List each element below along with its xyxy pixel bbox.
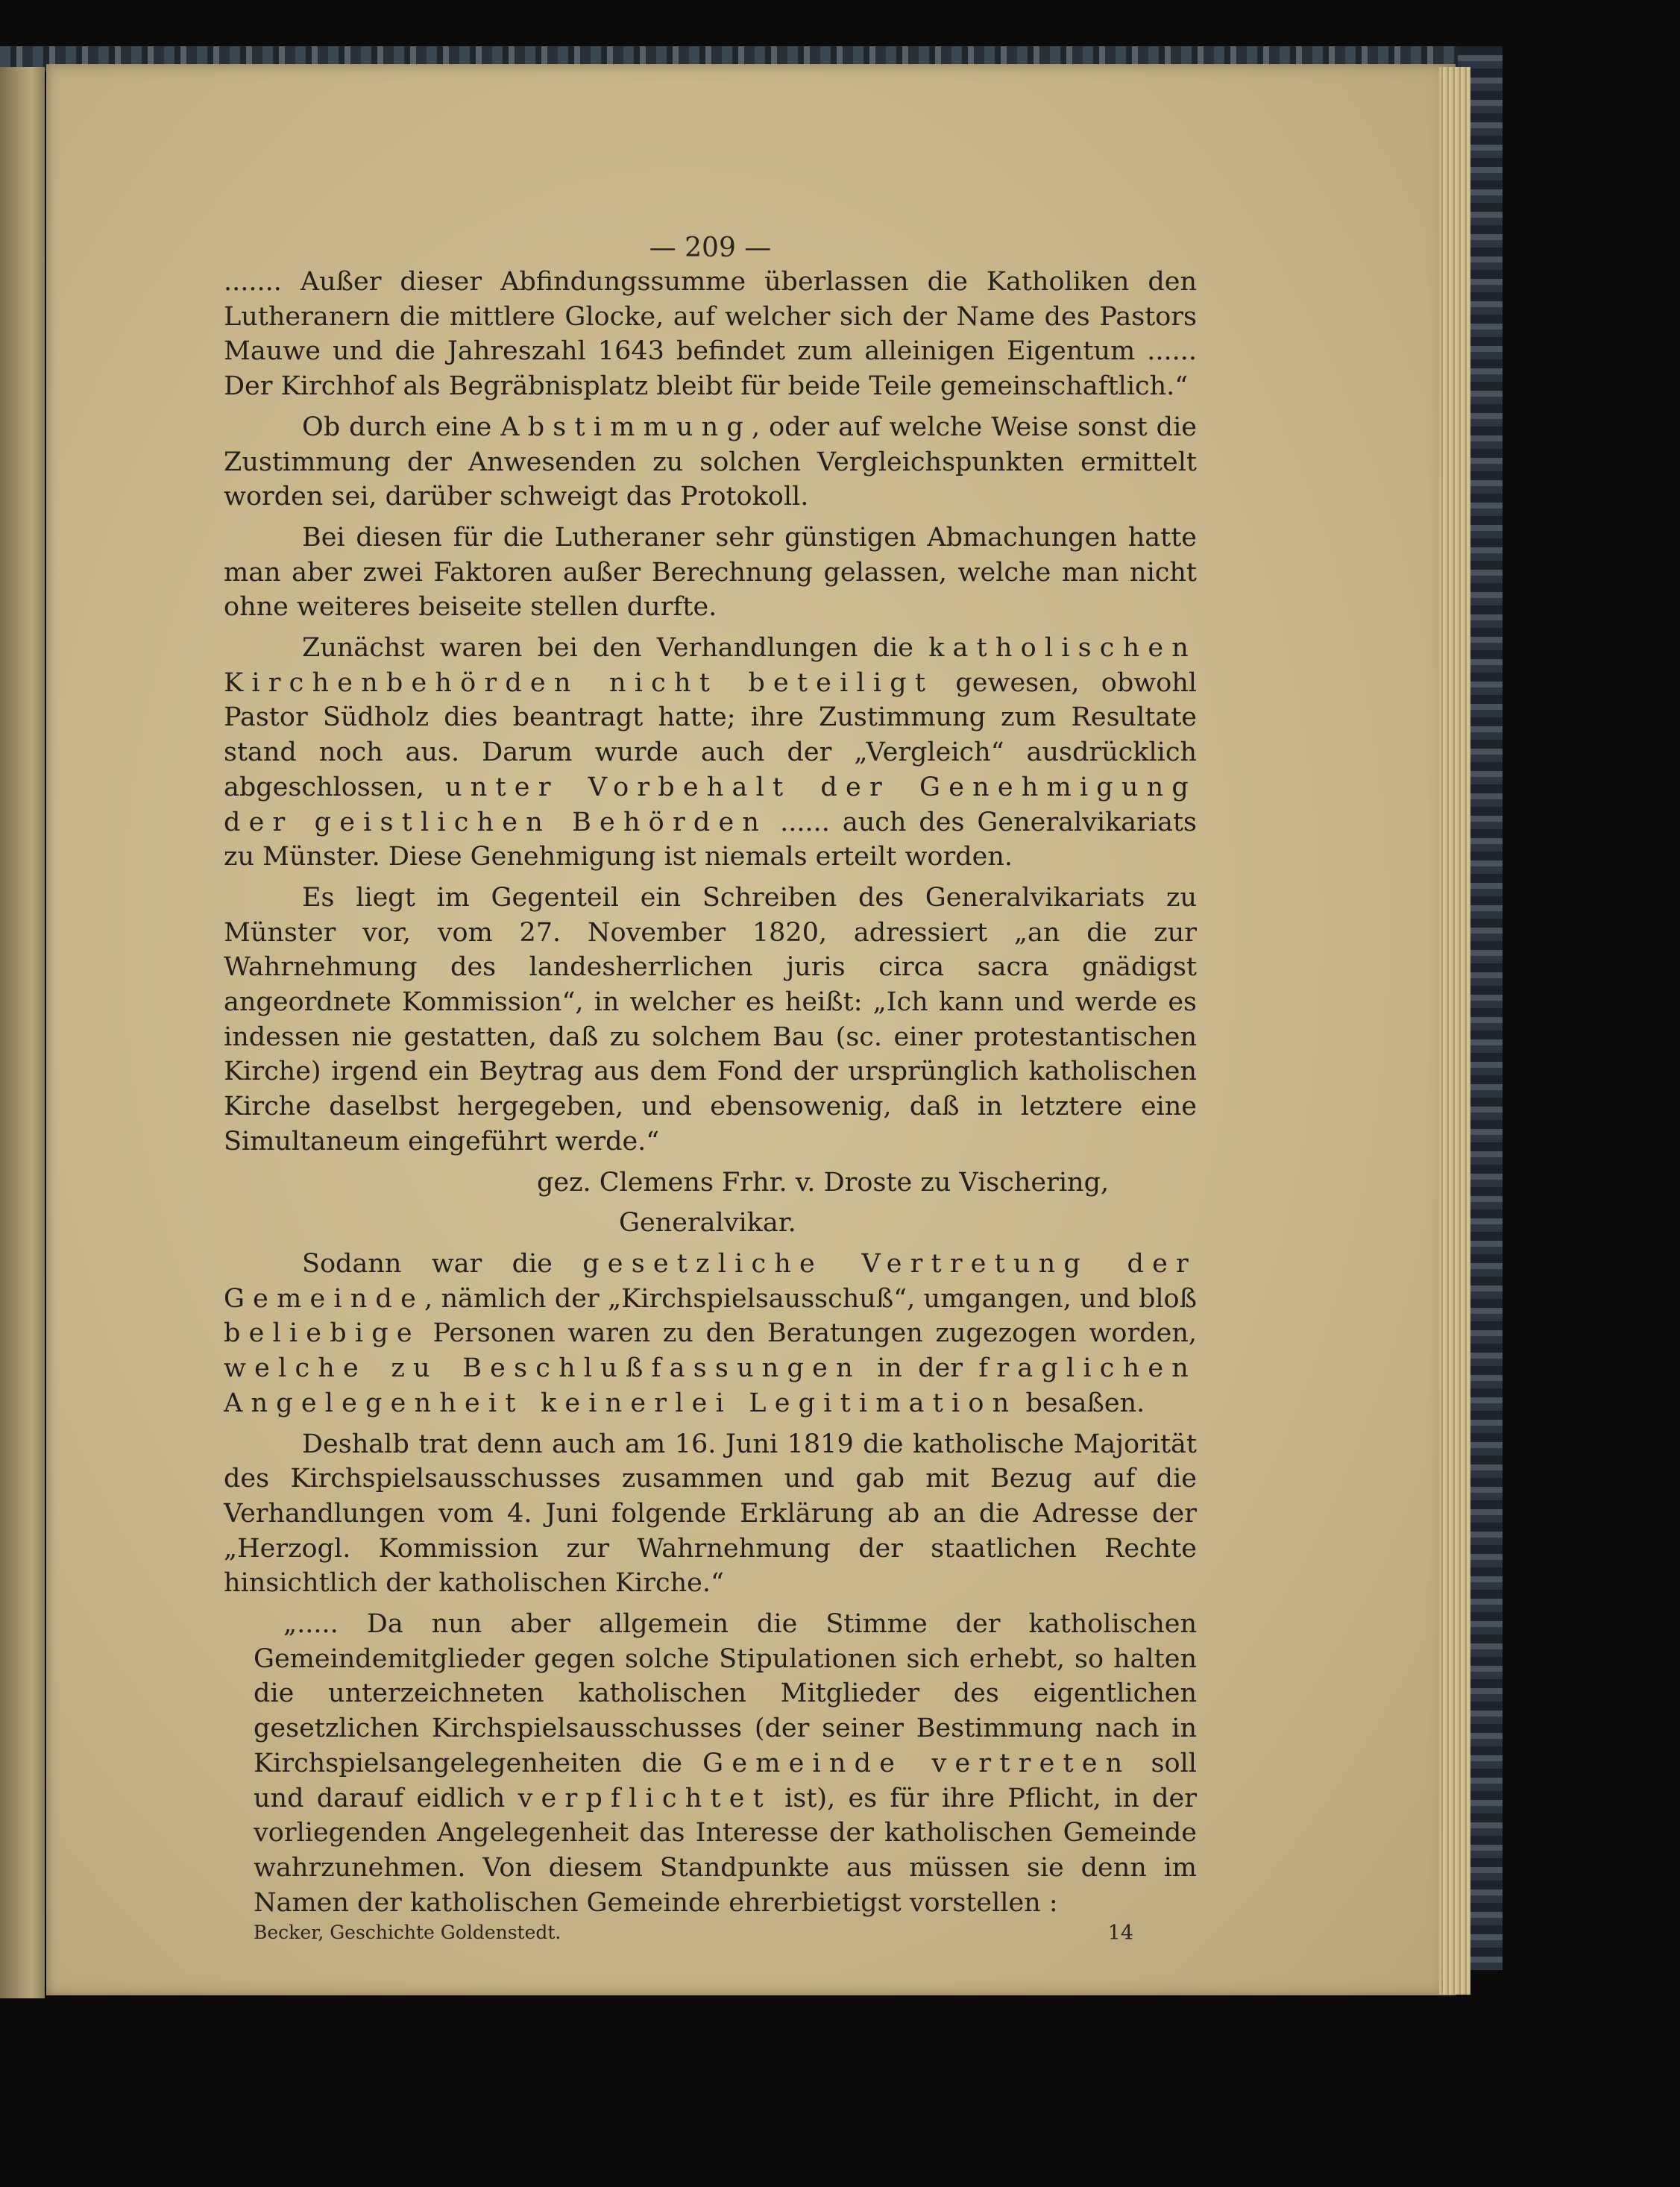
text-run: Es liegt im Gegenteil ein Schreiben des Generalvikariats zu Münster vor, vom 27. November 1820, adressiert „an die zur Wahrnehmung des landesherrlichen juris circa sacra gnädigst angeordnete Kommission“, in welcher es heißt: „Ich kann und werde es indessen nie gestatten, daß zu solchem Bau (sc. einer protestantischen Kirche) irgend ein Beytrag aus dem Fond der ursprünglich katholischen Kirche daselbst hergegeben, und ebensowenig, daß in letztere eine Simultaneum eingeführt werde.“ bbox=[224, 882, 1197, 1157]
text-run: gewesen, obwohl Pastor Südholz dies beantragt hatte; ihre Zustimmung zum Resultate stand noch aus. Darum wurde auch der „Vergleich“ ausdrücklich abgeschlossen, bbox=[224, 667, 1197, 802]
text-run: soll und darauf eidlich bbox=[254, 1748, 1197, 1813]
paragraph-p1 bbox=[224, 265, 1197, 404]
signature-line-1: gez. Clemens Frhr. v. Droste zu Vischering, bbox=[537, 1167, 1110, 1198]
paragraph-group-1 bbox=[224, 265, 1197, 1159]
paragraph-group-2 bbox=[224, 1247, 1197, 1601]
paragraph-p3 bbox=[224, 520, 1197, 625]
text-run: Personen waren zu den Beratungen zugezogen worden, bbox=[420, 1318, 1197, 1349]
paragraph-p2 bbox=[224, 410, 1197, 515]
signature-mark: 14 bbox=[1107, 1922, 1133, 1945]
text-run: Bei diesen für die Lutheraner sehr günstigen Abmachungen hatte man aber zwei Faktoren außer Berechnung gelassen, welche man nicht ohne weiteres beiseite stellen durfte. bbox=[224, 522, 1197, 623]
spaced-emphasis: Abstimmung bbox=[500, 412, 752, 442]
page-number: — 209 — bbox=[649, 233, 772, 263]
text-run: Sodann war die bbox=[302, 1248, 583, 1279]
body-text bbox=[224, 265, 1197, 1926]
text-run: Zunächst waren bei den Verhandlungen die bbox=[302, 633, 929, 664]
spaced-emphasis: Gemeinde vertreten bbox=[702, 1748, 1131, 1778]
spaced-emphasis: unter Vorbehalt der Genehmigung der geistlichen Behörden bbox=[224, 772, 1197, 837]
quoted-declaration bbox=[254, 1607, 1197, 1920]
text-run: ....... Außer dieser Abfindungssumme überlassen die Katholiken den Lutheranern die mittlere Glocke, auf welcher sich der Name des Pastors Mauwe und die Jahreszahl 1643 befindet zum alleinigen Eigentum ...... Der Kirchhof als Begräbnisplatz bleibt für beide Teile gemeinschaftlich.“ bbox=[224, 267, 1197, 402]
text-run: in der bbox=[861, 1353, 979, 1384]
paragraph-p6 bbox=[224, 1247, 1197, 1421]
text-run: ist), es für ihre Pflicht, in der vorliegenden Angelegenheit das Interesse der katholischen Gemeinde wahrzunehmen. Von diesem Standpunkte aus müssen sie denn im Namen der katholischen Gemeinde ehrerbietigst vorstellen : bbox=[254, 1783, 1198, 1918]
text-run: besaßen. bbox=[1017, 1388, 1145, 1418]
text-run: Deshalb trat denn auch am 16. Juni 1819 die katholische Majorität des Kirchspielsausschusses zusammen und gab mit Bezug auf die Verhandlungen vom 4. Juni folgende Erklärung ab an die Adresse der „Herzogl. Kommission zur Wahrnehmung der staatlichen Rechte hinsichtlich der katholischen Kirche.“ bbox=[224, 1429, 1197, 1599]
text-run: , nämlich der „Kirchspielsausschuß“, umgangen, und bloß bbox=[424, 1283, 1197, 1314]
text-run: „..... Da nun aber allgemein die Stimme der katholischen Gemeindemitglieder gegen solche Stipulationen sich erhebt, so halten die unterzeichneten katholischen Mitglieder des eigentlichen gesetzlichen Kirchspielsausschusses (der seiner Bestimmung nach in Kirchspielsangelegenheiten die bbox=[254, 1609, 1197, 1778]
previous-page-edge bbox=[0, 67, 45, 1998]
paragraph-p5 bbox=[224, 881, 1197, 1159]
paragraph-p7 bbox=[224, 1427, 1197, 1602]
spaced-emphasis: beliebige bbox=[224, 1318, 421, 1349]
spaced-emphasis: fraglichen Angelegenheit keinerlei Legitimation bbox=[224, 1353, 1197, 1418]
page-edges bbox=[1439, 67, 1470, 1995]
spaced-emphasis: verpflichtet bbox=[517, 1783, 772, 1813]
text-run: , oder auf welche Weise sonst die Zustimmung der Anwesenden zu solchen Vergleichspunkten ermittelt worden sei, darüber schweigt das Protokoll. bbox=[224, 412, 1197, 512]
text-run: ...... auch des Generalvikariats zu Münster. Diese Genehmigung ist niemals erteilt worden. bbox=[224, 807, 1197, 872]
text-run: Ob durch eine bbox=[302, 412, 501, 442]
spaced-emphasis: katholischen Kirchenbehörden nicht beteiligt bbox=[224, 633, 1197, 698]
spaced-emphasis: welche zu Beschlußfassungen bbox=[224, 1353, 861, 1384]
paragraph-p4 bbox=[224, 631, 1197, 875]
signature-line-2: Generalvikar. bbox=[619, 1208, 796, 1239]
footer-book-title: Becker, Geschichte Goldenstedt. bbox=[254, 1922, 561, 1943]
spaced-emphasis: gesetzliche Vertretung der Gemeinde bbox=[224, 1248, 1197, 1314]
